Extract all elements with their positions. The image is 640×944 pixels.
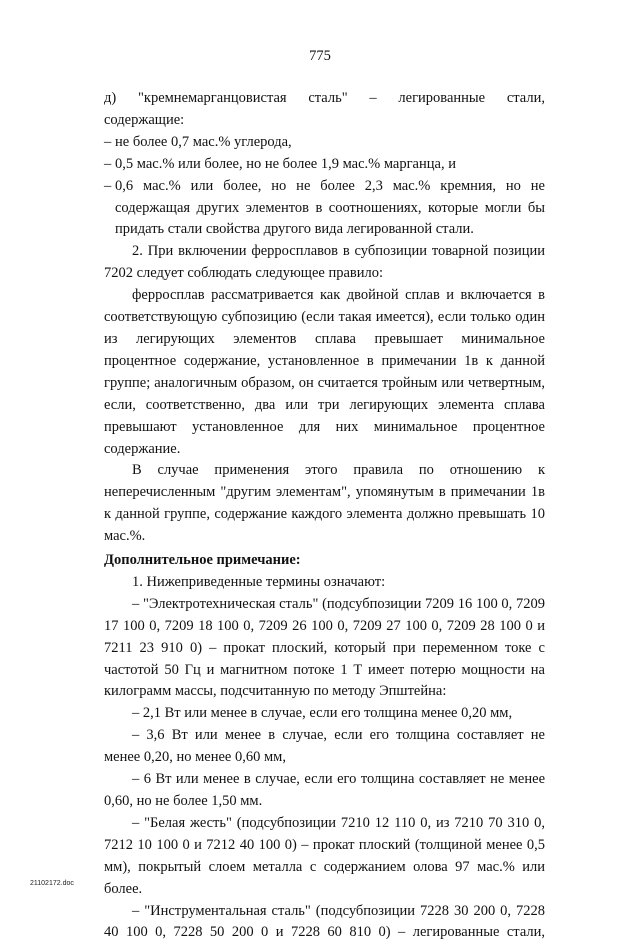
file-name-footer: 21102172.doc: [30, 880, 74, 887]
power-loss-item: – 6 Вт или менее в случае, если его толщина составляет не менее 0,60, но не более 1,50 мм.: [104, 771, 545, 809]
list-item-text: 0,5 мас.% или более, но не более 1,9 мас.% марганца, и: [115, 155, 456, 172]
list-item: [104, 176, 545, 242]
dash-marker: –: [104, 177, 112, 194]
dash-marker: –: [104, 133, 112, 150]
tool-steel-definition: – "Инструментальная сталь" (подсубпозиции 7228 30 200 0, 7228 40 100 0, 7228 50 200 0 и 7228 60 810 0) – легированные стали,: [104, 902, 545, 941]
document-body: [104, 88, 545, 944]
note-2-intro: 2. При включении ферросплавов в субпозиции товарной позиции 7202 следует соблюдать следующее правило:: [104, 243, 545, 282]
tinplate-definition: – "Белая жесть" (подсубпозиции 7210 12 110 0, из 7210 70 310 0, 7212 10 100 0 и 7212 40 100 0) – прокат плоский (толщиной менее 0,5 мм), покрытый слоем металла с содержанием олова 97 мас.% или более.: [104, 814, 545, 897]
list-item-text: не более 0,7 мас.% углерода,: [115, 133, 292, 150]
note-2-other-elements: В случае применения этого правила по отношению к неперечисленным "другим элементам", упомянутым в примечании 1в к данной группе, содержание каждого элемента должно превышать 10 мас.%.: [104, 462, 545, 545]
item-d-heading: д) "кремнемарганцовистая сталь" – легированные стали,: [104, 90, 545, 106]
electrical-steel-definition: – "Электротехническая сталь" (подсубпозиции 7209 16 100 0, 7209 17 100 0, 7209 18 100 0, 7209 26 100 0, 7209 27 100 0, 7209 28 100 0 и 7211 23 910 0) – прокат плоский, который при переменном токе с частотой 50 Гц и магнитном потоке 1 Т имеет потерю мощности на килограмм массы, подсчитанную по методу Эпштейна:: [104, 595, 545, 700]
list-item: [104, 132, 545, 154]
note-2-rule: ферросплав рассматривается как двойной сплав и включается в соответствующую субпозицию (если такая имеется), если только один из легирующих элементов сплава превышает минимальное процентное содержание, установленное в примечании 1в к данной группе; аналогичным образом, он считается тройным или четвертным, если, соответственно, два или три легирующих элемента сплава превышают установленное для них минимальное процентное содержание.: [104, 287, 545, 457]
power-loss-item: – 2,1 Вт или менее в случае, если его толщина менее 0,20 мм,: [132, 705, 513, 722]
dash-marker: –: [104, 155, 112, 172]
page-number: 775: [309, 48, 331, 64]
additional-note-item-1: 1. Нижеприведенные термины означают:: [132, 573, 386, 590]
power-loss-item: – 3,6 Вт или менее в случае, если его толщина составляет не менее 0,20, но менее 0,60 мм,: [104, 727, 545, 766]
list-item-text: 0,6 мас.% или более, но не более 2,3 мас.% кремния, но не содержащая других элементов в соотношениях, которые могли бы придать стали свойства другого вида легированной стали.: [115, 177, 545, 238]
item-d-heading-cont: содержащие:: [104, 111, 185, 128]
list-item: [104, 154, 545, 176]
additional-note-heading: Дополнительное примечание:: [104, 552, 301, 569]
